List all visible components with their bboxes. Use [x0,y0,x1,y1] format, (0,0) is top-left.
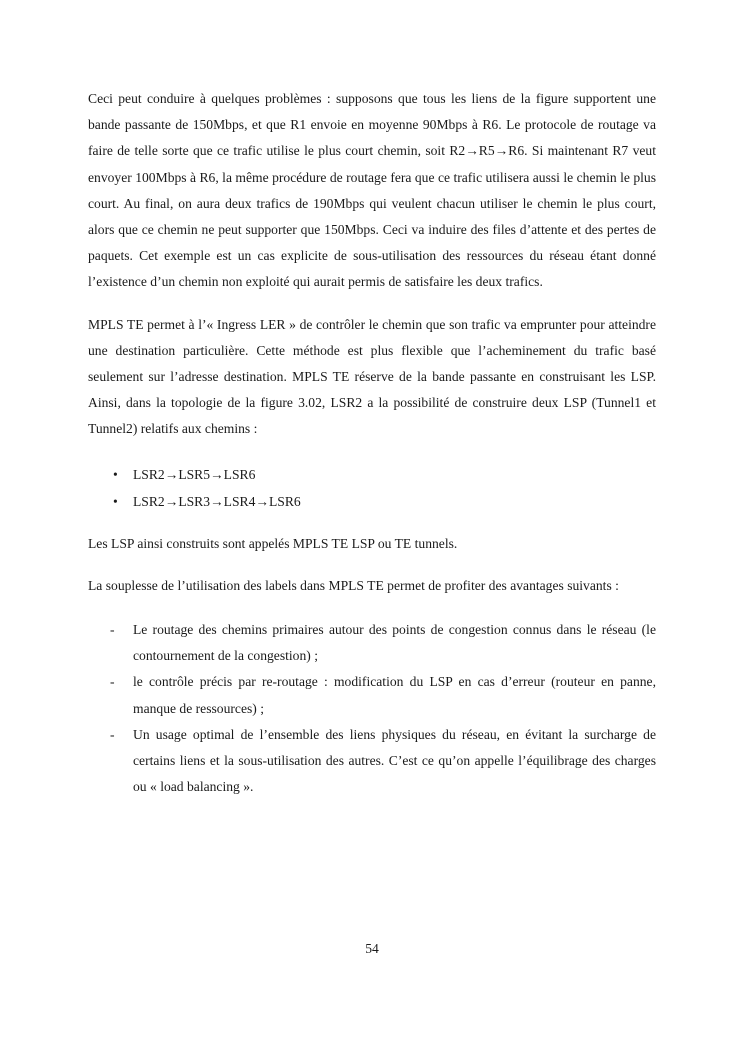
bullet-icon: • [113,466,118,482]
bullet-icon: • [113,493,118,509]
paragraph-mpls-te-intro: MPLS TE permet à l’« Ingress LER » de contrôler le chemin que son trafic va emprunter pour atteindre une destination particulière. Cette méthode est plus flexible que l’acheminement du trafic basé seulement sur l’adresse destination. MPLS TE réserve de la bande passante en construisant les LSP. Ainsi, dans la topologie de la figure 3.02, LSR2 a la possibilité de construire deux LSP (Tunnel1 et Tunnel2) relatifs aux chemins : [88,316,656,437]
advantage-text: Le routage des chemins primaires autour des points de congestion connus dans le réseau (le contournement de la congestion) ; [133,622,656,664]
paragraph-advantages-intro: La souplesse de l’utilisation des labels dans MPLS TE permet de profiter des avantages suivants : [88,577,619,593]
advantage-item [88,722,656,801]
dash-marker: - [110,622,115,638]
paragraph-te-tunnels: Les LSP ainsi construits sont appelés MPLS TE LSP ou TE tunnels. [88,535,458,551]
path-list [88,461,656,515]
advantage-text: le contrôle précis par re-routage : modification du LSP en cas d’erreur (routeur en panne, manque de ressources) ; [133,674,656,716]
path-text: LSR2→LSR3→LSR4→LSR6 [133,493,301,509]
path-list-item [88,461,656,488]
paragraph-congestion-example: Ceci peut conduire à quelques problèmes : supposons que tous les liens de la figure supportent une bande passante de 150Mbps, et que R1 envoie en moyenne 90Mbps à R6. Le protocole de routage va faire de telle sorte que ce trafic utilise le plus court chemin, soit R2→R5→R6. Si maintenant R7 veut envoyer 100Mbps à R6, la même procédure de routage fera que ce trafic utilisera aussi le chemin le plus court. Au final, on aura deux trafics de 190Mbps qui veulent chacun utiliser le chemin le plus court, alors que ce chemin ne peut supporter que 150Mbps. Ceci va induire des files d’attente et des pertes de paquets. Cet exemple est un cas explicite de sous-utilisation des ressources du réseau étant donné l’existence d’un chemin non exploité qui aurait permis de satisfaire les deux trafics. [88,91,656,290]
page-body [88,86,656,800]
page-number: 54 [365,941,379,956]
path-text: LSR2→LSR5→LSR6 [133,466,256,482]
dash-marker: - [110,674,115,690]
advantage-item [88,669,656,721]
dash-marker: - [110,726,115,742]
path-list-item [88,488,656,515]
advantages-list [88,617,656,800]
advantage-item [88,617,656,669]
advantage-text: Un usage optimal de l’ensemble des liens physiques du réseau, en évitant la surcharge de certains liens et la sous-utilisation des autres. C’est ce qu’on appelle l’équilibrage des charges ou « load balancing ». [133,726,656,795]
